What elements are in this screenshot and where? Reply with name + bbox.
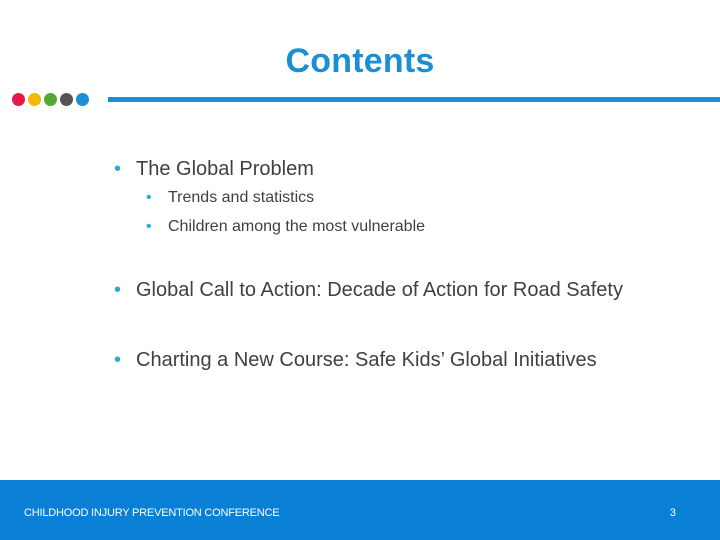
- decor-dot-blue: [76, 93, 89, 106]
- list-item: [110, 155, 630, 183]
- list-item-text: Global Call to Action: Decade of Action for Road Safety: [136, 279, 623, 301]
- bullet-icon: •: [114, 349, 122, 371]
- bullet-icon: •: [114, 279, 122, 301]
- decor-dot-green: [44, 93, 57, 106]
- bullet-icon: •: [146, 189, 152, 206]
- decor-dots: [12, 93, 89, 107]
- page-number: 3: [669, 507, 676, 519]
- sub-list-item-text: Children among the most vulnerable: [168, 218, 426, 235]
- footer-text: CHILDHOOD INJURY PREVENTION CONFERENCE: [24, 507, 280, 519]
- bullet-list: [110, 155, 630, 374]
- slide-title: Contents: [285, 42, 435, 80]
- title-divider: [108, 97, 720, 102]
- list-item-text: The Global Problem: [136, 158, 314, 180]
- footer-bar: [0, 480, 720, 540]
- bullet-icon: •: [114, 158, 122, 180]
- decor-dot-red: [12, 93, 25, 106]
- list-item: [110, 276, 630, 304]
- decor-dot-yellow: [28, 93, 41, 106]
- decor-dot-gray: [60, 93, 73, 106]
- sub-list-item-text: Trends and statistics: [168, 189, 315, 206]
- bullet-icon: •: [146, 218, 152, 235]
- list-item-text: Charting a New Course: Safe Kids’ Global Initiatives: [136, 349, 597, 371]
- list-item: [110, 346, 630, 374]
- sub-list-item: [110, 212, 630, 241]
- sub-list-item: [110, 183, 630, 212]
